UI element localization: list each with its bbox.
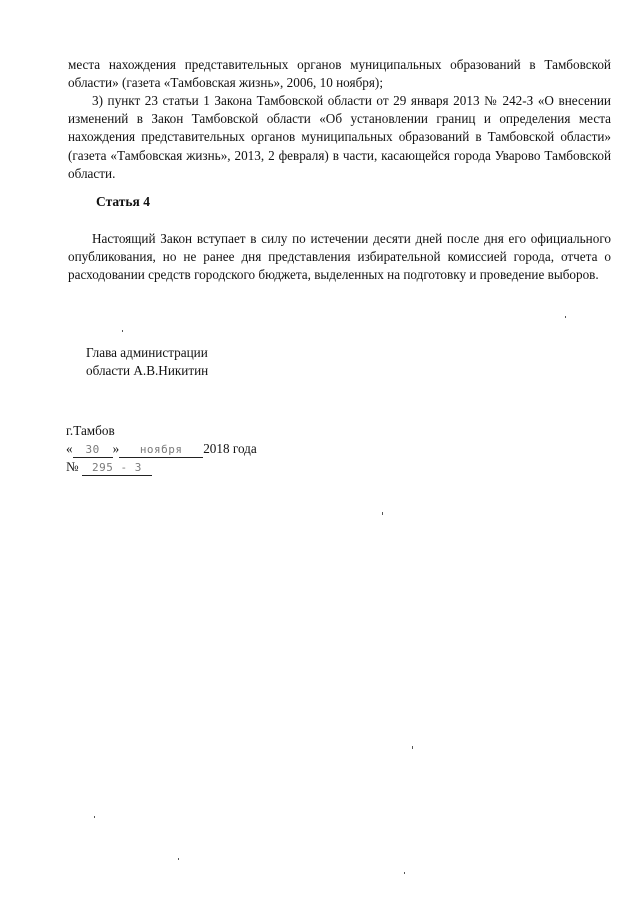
paragraph-continuation: места нахождения представительных органов муниципальных образований в Тамбовской области» (газета «Тамбовская жизнь», 2006, 10 ноября); — [68, 57, 611, 91]
article-heading: Статья 4 — [96, 194, 150, 209]
number-field — [82, 460, 152, 476]
scan-speck — [178, 858, 179, 860]
signature-block — [86, 344, 208, 380]
article-4-text: Настоящий Закон вступает в силу по истечении десяти дней после дня его официального опубликования, но не ранее дня представления избирательной комиссией города, отчета о расходовании средств городского бюджета, выделенных на подготовку и проведение выборов. — [68, 231, 611, 283]
scan-speck — [382, 512, 383, 515]
scan-speck — [412, 746, 413, 749]
date-close-quote: » — [112, 441, 120, 456]
date-day-field — [73, 442, 113, 458]
date-year: 2018 года — [203, 441, 257, 456]
date-month: ноября — [139, 443, 183, 456]
scan-speck — [565, 316, 566, 318]
number-value: 295 - З — [91, 461, 142, 474]
number-line — [66, 458, 152, 476]
date-day: 30 — [85, 443, 100, 456]
scan-speck — [122, 330, 123, 332]
city-line: г.Тамбов — [66, 423, 115, 438]
date-line — [66, 440, 257, 458]
signature-title: Глава администрации — [86, 345, 208, 360]
number-symbol: № — [66, 459, 79, 474]
signature-name: области А.В.Никитин — [86, 363, 209, 378]
scan-speck — [404, 872, 405, 874]
paragraph-item-3: 3) пункт 23 статьи 1 Закона Тамбовской области от 29 января 2013 № 242-З «О внесении изменений в Закон Тамбовской области «Об установлении границ и определения места нахождения представительных органов муниципальных образований в Тамбовской области» (газета «Тамбовская жизнь», 2013, 2 февраля) в части, касающейся города Уварово Тамбовской области. — [68, 93, 611, 181]
date-open-quote: « — [66, 441, 73, 456]
scan-speck — [94, 816, 95, 818]
date-month-field — [119, 442, 203, 458]
